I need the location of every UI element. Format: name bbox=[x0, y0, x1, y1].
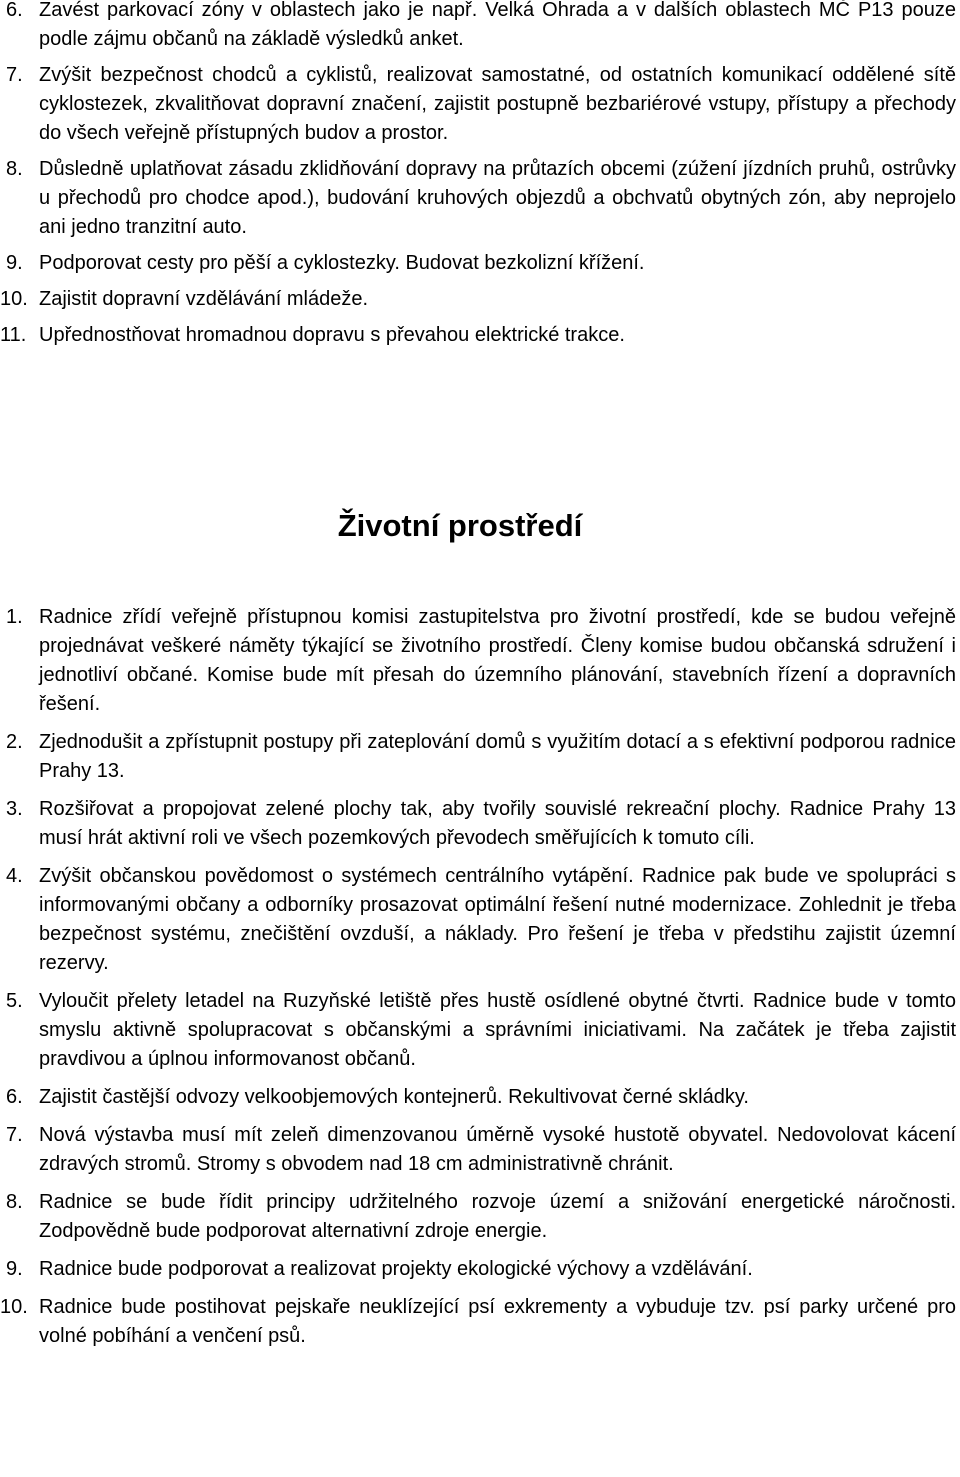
item-number: 9. bbox=[6, 252, 23, 274]
list-item bbox=[0, 862, 956, 978]
transport-measures-list bbox=[0, 0, 960, 350]
item-number: 10. bbox=[0, 1296, 28, 1318]
item-text: Vyloučit přelety letadel na Ruzyňské letiště přes hustě osídlené obytné čtvrti. Radnice bude v tomto smyslu aktivně spolupracovat s občanskými a správními iniciativami. Na začátek je třeba zajistit pravdivou a úplnou informovanost občanů. bbox=[39, 990, 956, 1070]
item-number: 5. bbox=[6, 990, 23, 1012]
list-item bbox=[0, 1293, 956, 1351]
item-number: 9. bbox=[6, 1258, 23, 1280]
item-number: 10. bbox=[0, 288, 28, 310]
item-number: 2. bbox=[6, 731, 23, 753]
item-text: Rozšiřovat a propojovat zelené plochy tak, aby tvořily souvislé rekreační plochy. Radnice Prahy 13 musí hrát aktivní roli ve všech pozemkových převodech směřujících k tomuto cíli. bbox=[39, 798, 956, 849]
item-text: Zvýšit bezpečnost chodců a cyklistů, realizovat samostatné, od ostatních komunikací oddělené sítě cyklostezek, zkvalitňovat dopravní značení, zajistit postupně bezbariérové vstupy, přístupy a přechody do všech veřejně přístupných budov a prostor. bbox=[39, 64, 956, 144]
item-text: Upřednostňovat hromadnou dopravu s převahou elektrické trakce. bbox=[39, 324, 625, 346]
item-text: Zvýšit občanskou povědomost o systémech centrálního vytápění. Radnice pak bude ve spolupráci s informovanými občany a odborníky prosazovat optimální řešení nutné modernizace. Zohlednit je třeba bezpečnost systému, znečištění ovzduší, a náklady. Pro řešení je třeba v předstihu zajistit územní rezervy. bbox=[39, 865, 956, 974]
item-number: 8. bbox=[6, 158, 23, 180]
list-item bbox=[0, 249, 956, 278]
item-text: Zjednodušit a zpřístupnit postupy při zateplování domů s využitím dotací a s efektivní podporou radnice Prahy 13. bbox=[39, 731, 956, 782]
environment-measures-list bbox=[0, 603, 960, 1360]
list-item bbox=[0, 603, 956, 719]
list-item bbox=[0, 1255, 956, 1284]
list-item bbox=[0, 987, 956, 1074]
list-item bbox=[0, 1121, 956, 1179]
list-item bbox=[0, 285, 956, 314]
item-text: Zavést parkovací zóny v oblastech jako je např. Velká Ohrada a v dalších oblastech MČ P13 pouze podle zájmu občanů na základě výsledků anket. bbox=[39, 0, 956, 50]
item-text: Radnice bude postihovat pejskaře neuklízející psí exkrementy a vybuduje tzv. psí parky určené pro volné pobíhání a venčení psů. bbox=[39, 1296, 956, 1347]
list-item bbox=[0, 795, 956, 853]
item-text: Zajistit dopravní vzdělávání mládeže. bbox=[39, 288, 369, 310]
section-title: Životní prostředí bbox=[337, 508, 583, 543]
item-number: 3. bbox=[6, 798, 23, 820]
item-text: Radnice se bude řídit principy udržitelného rozvoje území a snižování energetické náročnosti. Zodpovědně bude podporovat alternativní zdroje energie. bbox=[39, 1191, 956, 1242]
list-item bbox=[0, 1188, 956, 1246]
list-item bbox=[0, 155, 956, 242]
item-text: Nová výstavba musí mít zeleň dimenzovanou úměrně vysoké hustotě obyvatel. Nedovolovat kácení zdravých stromů. Stromy s obvodem nad 18 cm administrativně chránit. bbox=[39, 1124, 956, 1175]
item-number: 8. bbox=[6, 1191, 23, 1213]
list-item bbox=[0, 728, 956, 786]
item-number: 1. bbox=[6, 606, 23, 628]
list-item bbox=[0, 0, 956, 54]
item-number: 7. bbox=[6, 64, 23, 86]
item-number: 6. bbox=[6, 1086, 23, 1108]
list-item bbox=[0, 321, 956, 350]
item-text: Podporovat cesty pro pěší a cyklostezky. Budovat bezkolizní křížení. bbox=[39, 252, 645, 274]
item-text: Zajistit častější odvozy velkoobjemových kontejnerů. Rekultivovat černé skládky. bbox=[39, 1086, 749, 1108]
item-number: 11. bbox=[0, 324, 27, 346]
item-text: Důsledně uplatňovat zásadu zklidňování dopravy na průtazích obcemi (zúžení jízdních pruhů, ostrůvky u přechodů pro chodce apod.), budování kruhových objezdů a obchvatů obytných zón, aby neprojelo ani jedno tranzitní auto. bbox=[39, 158, 956, 238]
item-number: 4. bbox=[6, 865, 23, 887]
item-number: 6. bbox=[6, 0, 23, 21]
list-item bbox=[0, 1083, 956, 1112]
item-text: Radnice zřídí veřejně přístupnou komisi zastupitelstva pro životní prostředí, kde se budou veřejně projednávat veškeré náměty týkající se životního prostředí. Členy komise budou občanská sdružení i jednotliví občané. Komise bude mít přesah do územního plánování, stavebních řízení a dopravních řešení. bbox=[39, 606, 956, 715]
list-item bbox=[0, 61, 956, 148]
item-text: Radnice bude podporovat a realizovat projekty ekologické výchovy a vzdělávání. bbox=[39, 1258, 753, 1280]
item-number: 7. bbox=[6, 1124, 23, 1146]
